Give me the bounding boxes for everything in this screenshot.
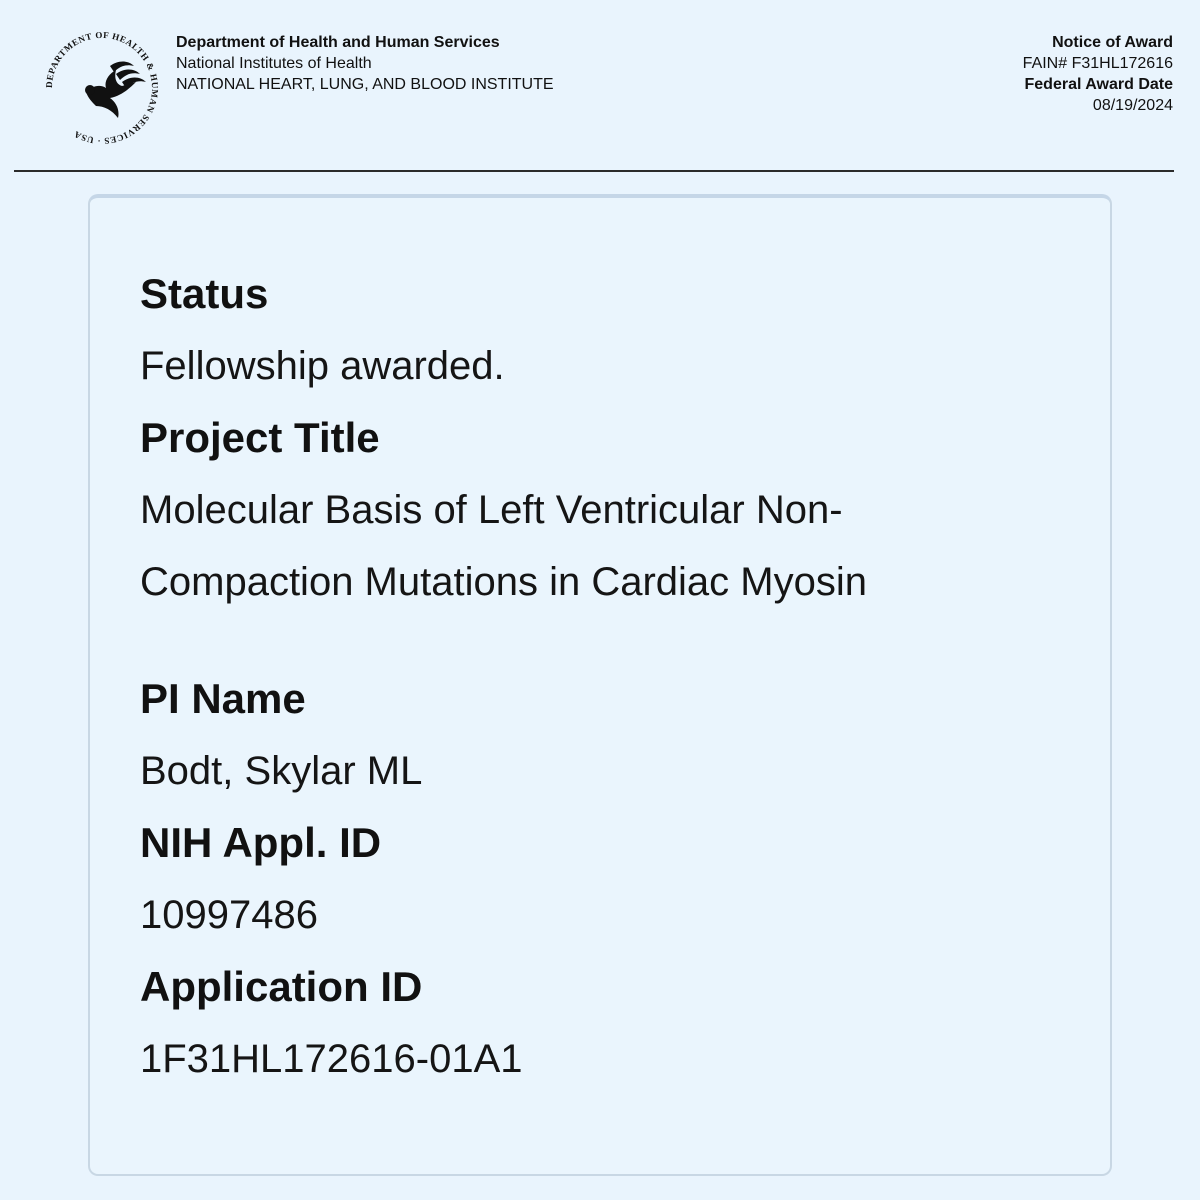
status-value: Fellowship awarded. <box>140 344 505 388</box>
project-title-line-1: Molecular Basis of Left Ventricular Non- <box>140 488 843 532</box>
header-divider <box>14 170 1174 172</box>
eagle-profile-icon <box>85 62 146 119</box>
agency-block <box>176 32 554 95</box>
nih-appl-id-value: 10997486 <box>140 893 318 937</box>
project-title-line-2: Compaction Mutations in Cardiac Myosin <box>140 560 867 604</box>
notice-of-award-label: Notice of Award <box>1052 34 1173 51</box>
pi-name-label: PI Name <box>140 675 306 722</box>
institute-name: National Institutes of Health <box>176 55 372 72</box>
award-info-block <box>1023 32 1173 116</box>
application-id-value: 1F31HL172616-01A1 <box>140 1037 523 1081</box>
hhs-seal-icon <box>40 26 164 150</box>
status-label: Status <box>140 270 269 317</box>
fain-number: FAIN# F31HL172616 <box>1022 55 1173 72</box>
department-name: Department of Health and Human Services <box>176 34 500 51</box>
project-title-label: Project Title <box>140 414 380 461</box>
pi-name-value: Bodt, Skylar ML <box>140 749 423 793</box>
nih-appl-id-label: NIH Appl. ID <box>140 819 382 866</box>
award-details-card <box>88 194 1112 1176</box>
federal-award-date-value: 08/19/2024 <box>1092 97 1173 114</box>
section-spacer <box>140 618 1060 663</box>
division-name: NATIONAL HEART, LUNG, AND BLOOD INSTITUTE <box>176 76 554 93</box>
federal-award-date-label: Federal Award Date <box>1024 76 1173 93</box>
award-details-fields <box>140 258 1060 1095</box>
seal-ring-text: DEPARTMENT OF HEALTH & HUMAN SERVICES · USA <box>43 29 161 147</box>
application-id-label: Application ID <box>140 963 423 1010</box>
